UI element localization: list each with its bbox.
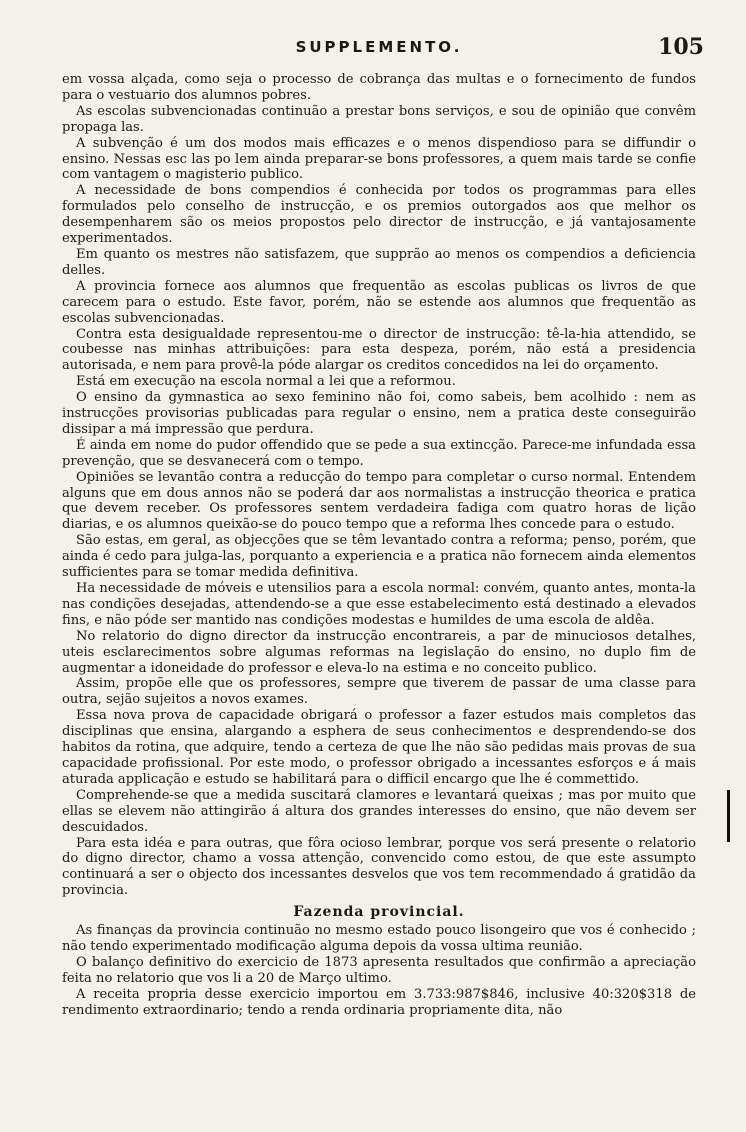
paragraph: Contra esta desigualdade representou-me o director de instrucção: tê-la-hia attendido, se coubesse nas minhas attribuições: para esta despeza, porém, não está a presidencia autorisada, e nem para provê-la póde alargar os creditos concedidos na lei do orçamento.	[62, 326, 696, 374]
paragraph: No relatorio do digno director da instrucção encontrareis, a par de minuciosos detalhes, uteis esclarecimentos sobre algumas reformas na legislação do ensino, no duplo fim de augmentar a idoneidade do professor e eleva-lo na estima e no conceito publico.	[62, 628, 696, 676]
paragraph: A necessidade de bons compendios é conhecida por todos os programmas para elles formulados pelo conselho de instrucção, e os premios outorgados aos que melhor os desempenharem são os meios propostos pelo director de instrucção, e já vantajosamente experimentados.	[62, 183, 696, 247]
paragraph: É ainda em nome do pudor offendido que se pede a sua extincção. Parece-me infundada essa prevenção, que se desvanecerá com o tempo.	[62, 437, 696, 469]
body-text	[62, 72, 696, 1018]
margin-bracket-mark	[727, 790, 730, 842]
paragraph: Essa nova prova de capacidade obrigará o professor a fazer estudos mais completos das disciplinas que ensina, alargando a esphera de seus conhecimentos e desprendendo-se dos habitos da rotina, que adquire, tendo a certeza de que lhe não são pedidas mais provas de sua capacidade profissional. Por este modo, o professor obrigado a incessantes esforços e á mais aturada applicação e estudo se habilitará para o difficil encargo que lhe é commettido.	[62, 708, 696, 787]
paragraph: Em quanto os mestres não satisfazem, que supprão ao menos os compendios a deficiencia delles.	[62, 246, 696, 278]
paragraph: A provincia fornece aos alumnos que frequentão as escolas publicas os livros de que carecem para o estudo. Este favor, porém, não se estende aos alumnos que frequentão as escolas subvencionadas.	[62, 278, 696, 326]
page-number: 105	[658, 34, 704, 60]
paragraph: Para esta idéa e para outras, que fôra ocioso lembrar, porque vos será presente o relatorio do digno director, chamo a vossa attenção, convencido como estou, de que este assumpto continuará a ser o objecto dos incessantes desvelos que vos tem recommendado á gratidão da provincia.	[62, 835, 696, 899]
paragraph: Está em execução na escola normal a lei que a reformou.	[76, 374, 456, 390]
paragraph: Assim, propõe elle que os professores, sempre que tiverem de passar de uma classe para outra, sejão sujeitos a novos exames.	[62, 676, 696, 708]
running-title: SUPPLEMENTO.	[295, 38, 463, 56]
paragraph: A subvenção é um dos modos mais efficazes e o menos dispendioso para se diffundir o ensino. Nessas esc las po lem ainda preparar-se bons professores, a quem mais tarde se confie com vantagem o magisterio publico.	[62, 135, 696, 183]
page-header	[62, 34, 704, 72]
paragraph: Comprehende-se que a medida suscitará clamores e levantará queixas ; mas por muito que ellas se elevem não attingirão á altura dos grandes interesses do ensino, que não devem ser descuidados.	[62, 787, 696, 835]
paragraph: O balanço definitivo do exercicio de 1873 apresenta resultados que confirmão a apreciação feita no relatorio que vos li a 20 de Março ultimo.	[62, 954, 696, 986]
section-heading: Fazenda provincial.	[293, 904, 465, 921]
paragraph: O ensino da gymnastica ao sexo feminino não foi, como sabeis, bem acolhido : nem as instrucções provisorias publicadas para regular o ensino, nem a pratica deste conseguirão dissipar a má impressão que perdura.	[62, 390, 696, 437]
paragraph: As finanças da provincia continuão no mesmo estado pouco lisongeiro que vos é conhecido ; não tendo experimentado modificação alguma depois da vossa ultima reunião.	[62, 923, 696, 954]
paragraph: Opiniões se levantão contra a reducção do tempo para completar o curso normal. Entendem alguns que em dous annos não se poderá dar aos normalistas a instrucção theorica e pratica que devem receber. Os professores sentem verdadeira fadiga com quatro horas de lição diarias, e os alumnos queixão-se do pouco tempo que a reforma lhes concede para o estudo.	[62, 469, 696, 533]
paragraph: As escolas subvencionadas continuão a prestar bons serviços, e sou de opinião que convêm propaga las.	[62, 103, 696, 135]
paragraph: em vossa alçada, como seja o processo de cobrança das multas e o fornecimento de fundos para o vestuario dos alumnos pobres.	[62, 72, 696, 103]
paragraph: Ha necessidade de móveis e utensilios para a escola normal: convém, quanto antes, monta-la nas condições desejadas, attendendo-se a que esse estabelecimento está destinado a elevados fins, e não póde ser mantido nas condições modestas e humildes de uma escola de aldêa.	[62, 581, 696, 628]
paragraph: A receita propria desse exercicio importou em 3.733:987$846, inclusive 40:320$318 de rendimento extraordinario; tendo a renda ordinaria propriamente dita, não	[62, 986, 696, 1018]
paragraph: São estas, em geral, as objecções que se têm levantado contra a reforma; penso, porém, que ainda é cedo para julga-las, porquanto a experiencia e a pratica não fornecem ainda elementos sufficientes para se tomar medida definitiva.	[62, 533, 696, 581]
